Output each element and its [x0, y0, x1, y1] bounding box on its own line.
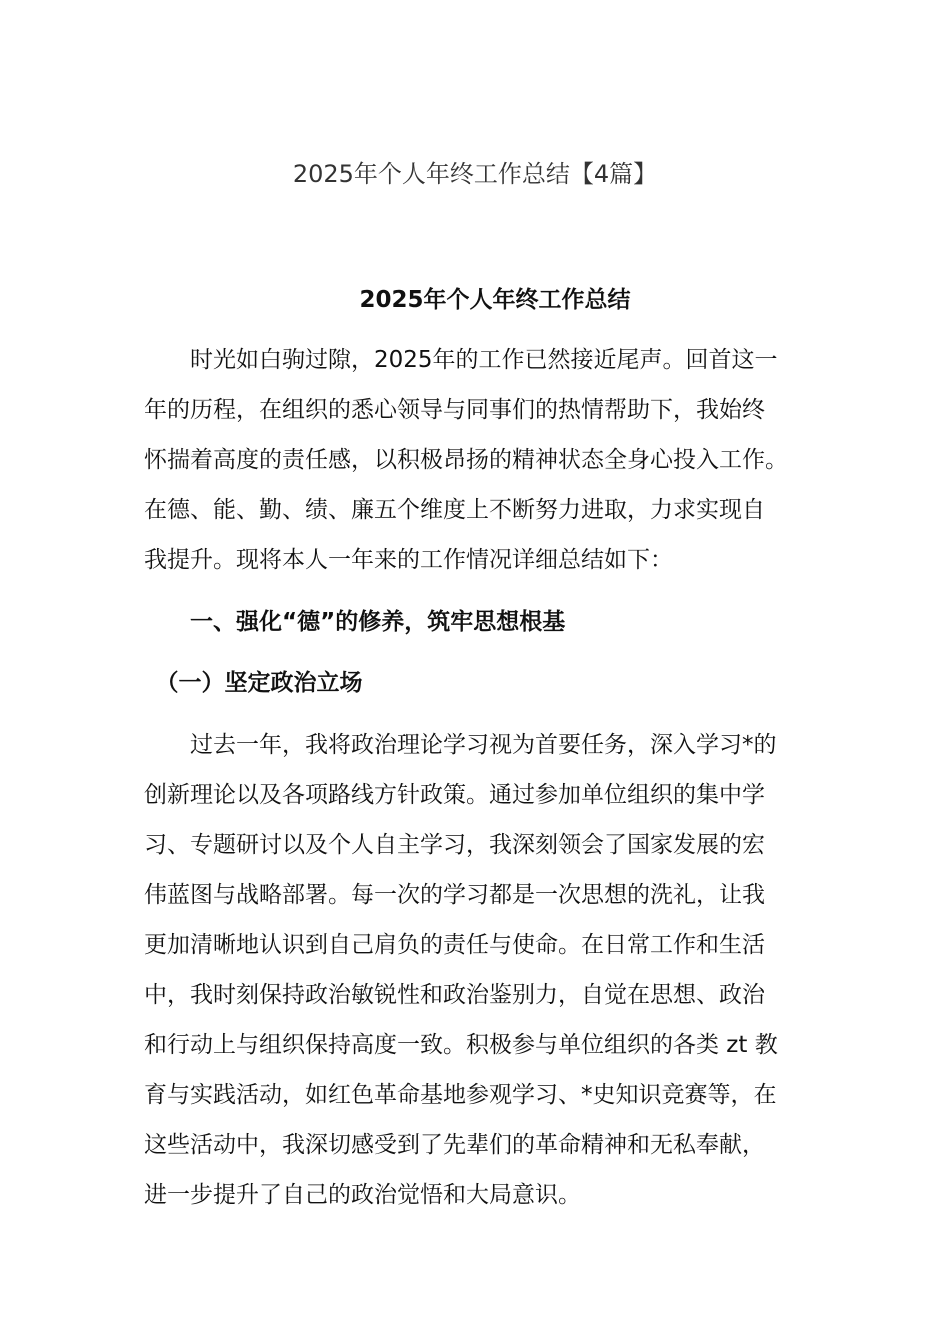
paragraph-line: 时光如白驹过隙，2025年的工作已然接近尾声。回首这一 [144, 347, 778, 373]
paragraph-line: 伟蓝图与战略部署。每一次的学习都是一次思想的洗礼，让我 [144, 882, 765, 908]
paragraph-line: 年的历程，在组织的悉心领导与同事们的热情帮助下，我始终 [144, 397, 765, 423]
paragraph-line: 我提升。现将本人一年来的工作情况详细总结如下： [144, 547, 673, 573]
paragraph-line: 怀揣着高度的责任感，以积极昂扬的精神状态全身心投入工作。 [144, 447, 788, 473]
section-heading: 一、强化“德”的修养，筑牢思想根基 [144, 609, 566, 635]
article-title: 2025年个人年终工作总结 [359, 287, 631, 313]
paragraph-line: 和行动上与组织保持高度一致。积极参与单位组织的各类 zt 教 [144, 1032, 778, 1058]
subsection-heading: （一）坚定政治立场 [144, 670, 363, 696]
paragraph-line: 这些活动中，我深切感受到了先辈们的革命精神和无私奉献， [144, 1132, 765, 1158]
paragraph-line: 中，我时刻保持政治敏锐性和政治鉴别力，自觉在思想、政治 [144, 982, 765, 1008]
paragraph-line: 过去一年，我将政治理论学习视为首要任务，深入学习*的 [144, 732, 777, 758]
document-title: 2025年个人年终工作总结【4篇】 [292, 160, 658, 188]
paragraph-line: 育与实践活动，如红色革命基地参观学习、*史知识竞赛等，在 [144, 1082, 777, 1108]
paragraph-line: 更加清晰地认识到自己肩负的责任与使命。在日常工作和生活 [144, 932, 765, 958]
paragraph-line: 在德、能、勤、绩、廉五个维度上不断努力进取，力求实现自 [144, 497, 765, 523]
paragraph-line: 习、专题研讨以及个人自主学习，我深刻领会了国家发展的宏 [144, 832, 765, 858]
paragraph-line: 进一步提升了自己的政治觉悟和大局意识。 [144, 1182, 581, 1208]
paragraph-line: 创新理论以及各项路线方针政策。通过参加单位组织的集中学 [144, 782, 765, 808]
